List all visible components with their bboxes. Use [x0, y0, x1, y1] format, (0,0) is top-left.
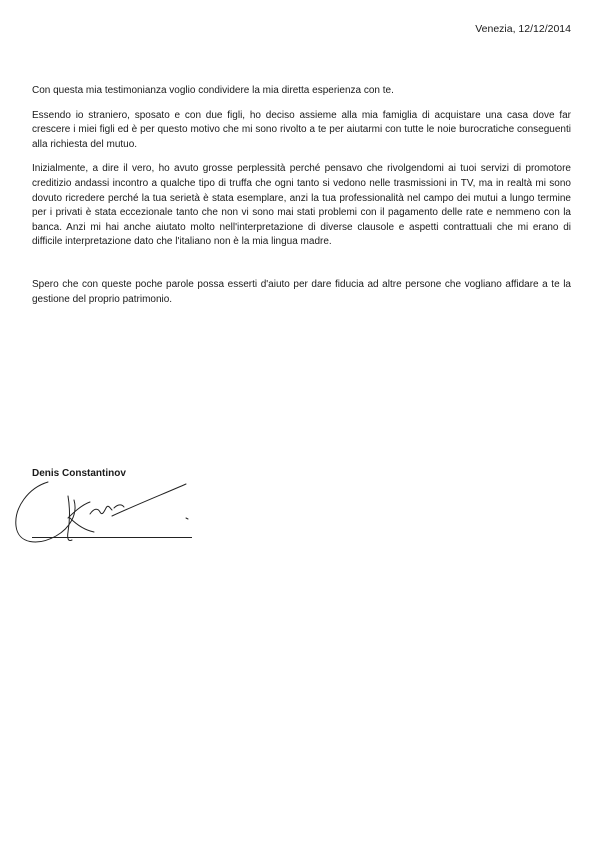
handwritten-signature-icon	[8, 474, 208, 554]
letter-date: Venezia, 12/12/2014	[475, 23, 571, 35]
paragraph-background: Essendo io straniero, sposato e con due figli, ho deciso assieme alla mia famiglia di acquistare una casa dove far crescere i miei figli ed è per questo motivo che mi sono rivolto a te per aiutarmi con tutte le noie burocratiche conseguenti alla richiesta del mutuo.	[32, 109, 571, 150]
paragraph-intro: Con questa mia testimonianza voglio condividere la mia diretta esperienza con te.	[32, 85, 394, 96]
letter-body	[32, 84, 571, 317]
signature-line	[32, 537, 192, 538]
signer-name: Denis Constantinov	[32, 468, 126, 479]
paragraph-closing: Spero che con queste poche parole possa esserti d'aiuto per dare fiducia ad altre persone che vogliano affidare a te la gestione del proprio patrimonio.	[32, 278, 571, 305]
paragraph-experience: Inizialmente, a dire il vero, ho avuto grosse perplessità perché pensavo che rivolgendomi ai tuoi servizi di promotore creditizio andassi incontro a qualche tipo di truffa che ogni tanto si vedono nelle trasmissioni in TV, ma in realtà mi sono dovuto ricredere perché la tua serietà è stata esemplare, anzi la tua professionalità nel campo dei mutui a lungo termine per i privati è stata eccezionale tanto che non vi sono mai stati problemi con il pagamento delle rate e nemmeno con la banca. Anzi mi hai anche aiutato molto nell'interpretazione di diverse clausole e aspetti contrattuali che mi erano di difficile interpretazione dato che l'italiano non è la mia lingua madre.	[32, 163, 571, 248]
